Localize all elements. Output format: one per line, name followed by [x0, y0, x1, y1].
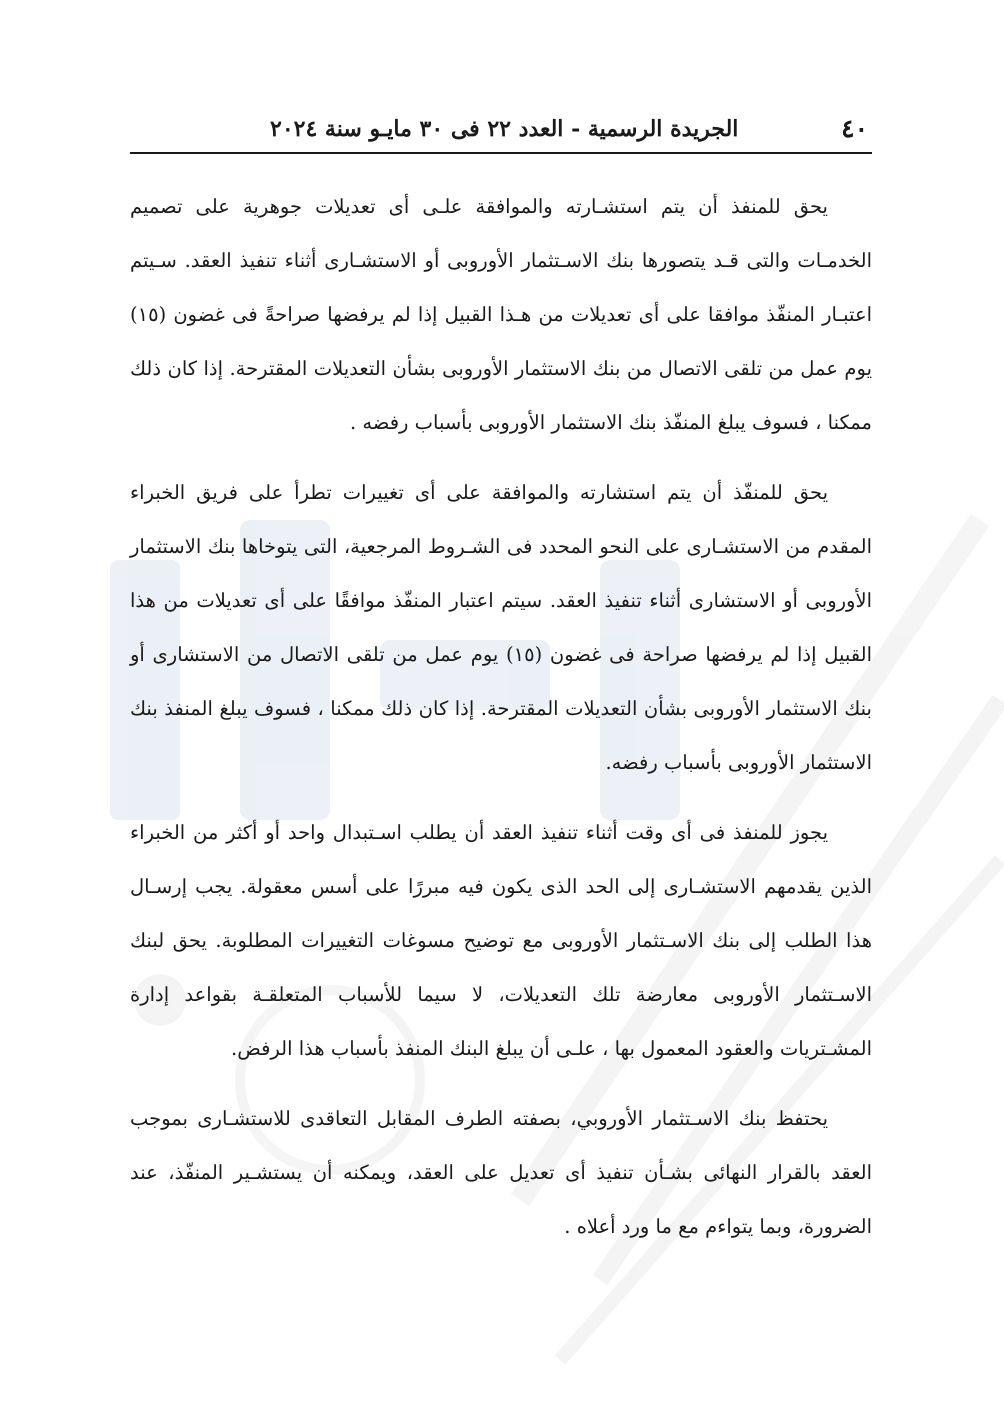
- paragraph-bank-final-decision: يحتفظ بنك الاسـتثمار الأوروبي، بصفته الطرف المقابل التعاقدى للاستشـارى بموجب العقد بالقرار النهائى بشـأن تنفيذ أى تعديل على العقد، ويمكنه أن يستشـير المنفّذ، عند الضرورة، وبما يتواءم مع ما ورد أعلاه .: [130, 1107, 872, 1238]
- paragraph-expert-team-changes: يحق للمنفّذ أن يتم استشارته والموافقة على أى تغييرات تطرأ على فريق الخبراء المقدم من الاستشـارى على النحو المحدد فى الشـروط المرجعية، التى يتوخاها بنك الاستثمار الأوروبى أو الاستشارى أثناء تنفيذ العقد. سيتم اعتبار المنفّذ موافقًا على أى تعديلات من هذا القبيل إذا لم يرفضها صراحة فى غضون (١٥) يوم عمل من تلقى الاتصال من الاستشارى أو بنك الاستثمار الأوروبى بشأن التعديلات المقترحة. إذا كان ذلك ممكنا ، فسوف يبلغ المنفذ بنك الاستثمار الأوروبى بأسباب رفضه.: [130, 481, 872, 774]
- paragraph-expert-replacement: يجوز للمنفذ فى أى وقت أثناء تنفيذ العقد أن يطلب اسـتبدال واحد أو أكثر من الخبراء الذين يقدمهم الاستشـارى إلى الحد الذى يكون فيه مبررًا على أسس معقولة. يجب إرسـال هذا الطلب إلى بنك الاسـتثمار الأوروبى مع توضيح مسوغات التغييرات المطلوبة. يحق لبنك الاسـتثمار الأوروبى معارضة تلك التعديلات، لا سيما للأسباب المتعلقـة بقواعد إدارة المشـتريات والعقود المعمول بها ، علـى أن يبلغ البنك المنفذ بأسباب هذا الرفض.: [130, 821, 872, 1060]
- header-divider: [130, 152, 872, 154]
- gazette-issue-title: الجريدة الرسمية - العدد ٢٢ فى ٣٠ مايـو سنة ٢٠٢٤: [270, 116, 739, 142]
- paragraph-consultation-design: يحق للمنفذ أن يتم استشـارته والموافقة علـى أى تعديلات جوهرية على تصميم الخدمـات والتى قـد يتصورها بنك الاسـتثمار الأوروبى أو الاستشـارى أثناء تنفيذ العقد. سـيتم اعتبـار المنفّذ موافقا على أى تعديلات من هـذا القبيل إذا لم يرفضها صراحةً فى غضون (١٥) يوم عمل من تلقى الاتصال من بنك الاستثمار الأوروبى بشأن التعديلات المقترحة. إذا كان ذلك ممكنا ، فسوف يبلغ المنفّذ بنك الاستثمار الأوروبى بأسباب رفضه .: [130, 195, 872, 434]
- document-body: [130, 180, 872, 1270]
- page-header: [130, 108, 872, 154]
- page-number: ٤٠: [841, 114, 868, 143]
